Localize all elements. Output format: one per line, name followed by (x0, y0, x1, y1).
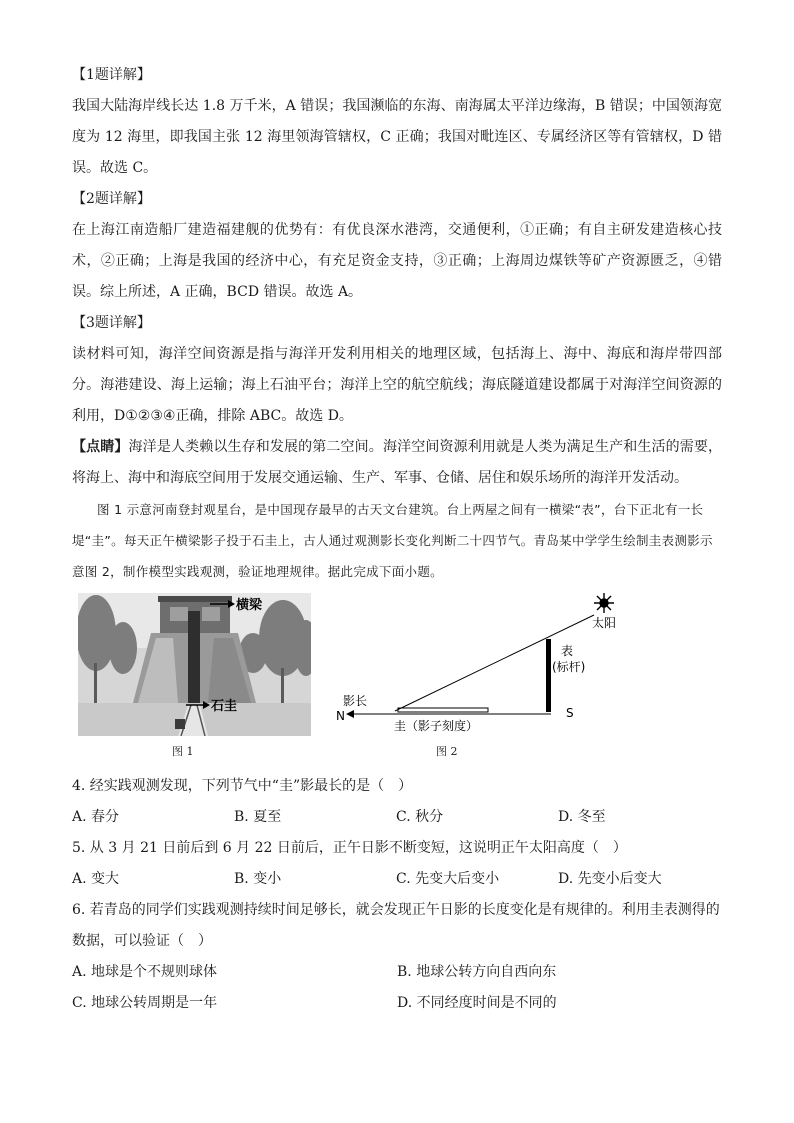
question-5-option-a[interactable]: A. 变大 (72, 871, 120, 887)
tip-text: 海洋是人类赖以生存和发展的第二空间。海洋空间资源利用就是人类为满足生产和生活的需要，将海上、海中和海底空间用于发展交通运输、生产、军事、仓储、居住和娱乐场所的海洋开发活动。 (72, 439, 723, 486)
label-pole: 表 (561, 644, 574, 658)
label-sun: 太阳 (592, 616, 617, 630)
material-intro: 图 1 示意河南登封观星台，是中国现存最早的古天文台建筑。台上两屋之间有一横梁“表”，台下正北有一长堤“圭”。每天正午横梁影子投于石圭上，古人通过观测影长变化判断二十四节气。青岛某中学学生绘制圭表测影示意图 2，制作模型实践观测，验证地理规律。据此完成下面小题。 (72, 502, 713, 579)
label-pole-sub: (标杆) (552, 660, 586, 674)
pole-bar (546, 639, 551, 712)
question-5-stem: 5. 从 3 月 21 日前后到 6 月 22 日前后，正午日影不断变短，这说明正午太阳高度（ ） (72, 840, 627, 856)
question-4-option-d[interactable]: D. 冬至 (558, 809, 606, 825)
label-gui: 石圭 (211, 699, 238, 714)
figures (72, 593, 722, 771)
section-1-heading: 【1题详解】 (72, 67, 151, 83)
question-4-option-b[interactable]: B. 夏至 (234, 809, 282, 825)
section-3-text: 读材料可知，海洋空间资源是指与海洋开发利用相关的地理区域，包括海上、海中、海底和海岸带四部分。海港建设、海上运输；海上石油平台；海洋上空的航空航线；海底隧道建设都属于对海洋空间资源的利用，D①②③④正确，排除 ABC。故选 D。 (72, 346, 722, 424)
question-6-option-b[interactable]: B. 地球公转方向自西向东 (397, 964, 557, 980)
sun-icon (594, 593, 614, 613)
question-6-option-c[interactable]: C. 地球公转周期是一年 (72, 995, 218, 1011)
question-5-option-d[interactable]: D. 先变小后变大 (558, 871, 662, 887)
figure-1-photo (78, 593, 311, 736)
figure-2-diagram (330, 593, 660, 736)
section-2-heading: 【2题详解】 (72, 191, 151, 207)
question-6-options-row-1 (72, 957, 722, 988)
question-6-stem: 6. 若青岛的同学们实践观测持续时间足够长，就会发现正午日影的长度变化是有规律的。利用圭表测得的数据，可以验证（ ） (72, 902, 720, 949)
question-6-options-row-2 (72, 988, 722, 1019)
question-4-stem: 4. 经实践观测发现，下列节气中“圭”影最长的是（ ） (72, 778, 413, 794)
tip-label: 【点睛】 (72, 439, 129, 455)
section-3-heading: 【3题详解】 (72, 315, 151, 331)
question-4-option-a[interactable]: A. 春分 (72, 809, 120, 825)
question-6-option-d[interactable]: D. 不同经度时间是不同的 (397, 995, 557, 1011)
label-shadow: 影长 (343, 694, 368, 708)
label-north: N (336, 709, 345, 723)
question-6-option-a[interactable]: A. 地球是个不规则球体 (72, 964, 218, 980)
question-4-option-c[interactable]: C. 秋分 (396, 809, 444, 825)
document-page (72, 60, 722, 1019)
question-5-option-b[interactable]: B. 变小 (234, 871, 282, 887)
figure-2-caption: 图 2 (436, 745, 458, 758)
question-5-option-c[interactable]: C. 先变大后变小 (396, 871, 500, 887)
label-gui-scale: 圭（影子刻度） (394, 719, 479, 733)
question-4-options (72, 802, 722, 833)
tip-paragraph (72, 432, 722, 494)
label-south: S (566, 706, 574, 720)
section-1-text: 我国大陆海岸线长达 1.8 万千米，A 错误；我国濒临的东海、南海属太平洋边缘海，B 错误；中国领海宽度为 12 海里，即我国主张 12 海里领海管辖权，C 正确；我国对毗连区、专属经济区等有管辖权，D 错误。故选 C。 (72, 98, 722, 176)
figure-1-caption: 图 1 (172, 745, 194, 758)
question-5-options (72, 864, 722, 895)
section-2-text: 在上海江南造船厂建造福建舰的优势有：有优良深水港湾，交通便利，①正确；有自主研发建造核心技术，②正确；上海是我国的经济中心，有充足资金支持，③正确；上海周边煤铁等矿产资源匮乏，④错误。综上所述，A 正确，BCD 错误。故选 A。 (72, 222, 722, 300)
label-beam: 横梁 (236, 598, 263, 613)
